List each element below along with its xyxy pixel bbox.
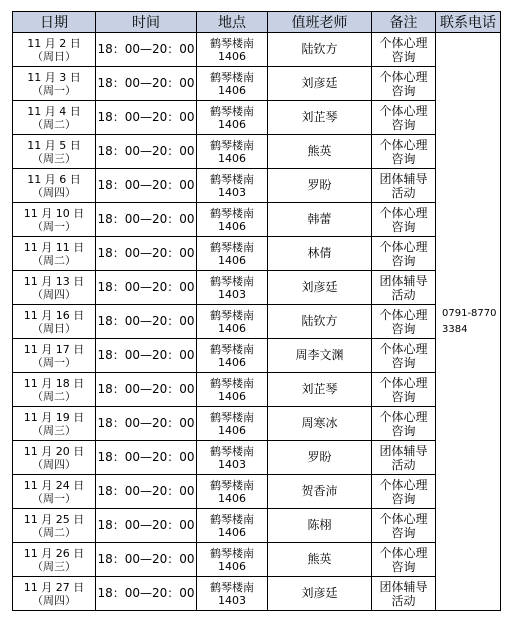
teacher-cell xyxy=(268,509,372,543)
location-cell xyxy=(197,407,268,441)
note-line-1: 个体心理 xyxy=(379,375,428,390)
date-cell xyxy=(13,101,96,135)
note-line-1: 个体心理 xyxy=(379,477,428,492)
room-text: 1403 xyxy=(218,287,246,301)
time-text: 18：00—20：00 xyxy=(97,586,195,600)
teacher-name: 罗盼 xyxy=(307,450,332,464)
teacher-name: 罗盼 xyxy=(307,178,332,192)
weekday-text: （周一） xyxy=(32,355,76,369)
note-line-2: 咨询 xyxy=(391,389,416,404)
room-text: 1406 xyxy=(218,491,246,505)
time-text: 18：00—20：00 xyxy=(97,518,195,532)
time-text: 18：00—20：00 xyxy=(97,484,195,498)
teacher-name: 刘彦廷 xyxy=(301,280,338,294)
note-line-1: 个体心理 xyxy=(379,239,428,254)
note-line-1: 个体心理 xyxy=(379,307,428,322)
date-text: 11 月 25 日 xyxy=(23,512,85,526)
location-cell xyxy=(197,577,268,611)
room-text: 1403 xyxy=(218,457,246,471)
teacher-cell xyxy=(268,271,372,305)
date-text: 11 月 26 日 xyxy=(23,546,85,560)
teacher-name: 陈栩 xyxy=(307,518,332,532)
date-text: 11 月 3 日 xyxy=(27,70,81,84)
building-text: 鹤琴楼南 xyxy=(210,70,254,84)
time-text: 18：00—20：00 xyxy=(97,178,195,192)
table-row xyxy=(13,271,501,305)
note-line-2: 活动 xyxy=(391,457,416,472)
note-line-2: 活动 xyxy=(391,287,416,302)
location-cell xyxy=(197,67,268,101)
time-text: 18：00—20：00 xyxy=(97,110,195,124)
note-line-2: 咨询 xyxy=(391,491,416,506)
room-text: 1406 xyxy=(218,253,246,267)
room-text: 1406 xyxy=(218,525,246,539)
weekday-text: （周三） xyxy=(32,151,76,165)
weekday-text: （周一） xyxy=(32,491,76,505)
time-text: 18：00—20：00 xyxy=(97,144,195,158)
date-text: 11 月 17 日 xyxy=(23,342,85,356)
header-note: 备注 xyxy=(372,12,436,33)
location-cell xyxy=(197,135,268,169)
note-line-1: 团体辅导 xyxy=(379,579,428,594)
teacher-cell xyxy=(268,373,372,407)
building-text: 鹤琴楼南 xyxy=(210,410,254,424)
date-cell xyxy=(13,169,96,203)
time-cell xyxy=(96,101,197,135)
time-text: 18：00—20：00 xyxy=(97,552,195,566)
date-cell xyxy=(13,271,96,305)
note-line-2: 咨询 xyxy=(391,355,416,370)
building-text: 鹤琴楼南 xyxy=(210,104,254,118)
date-cell xyxy=(13,203,96,237)
table-row xyxy=(13,67,501,101)
teacher-cell xyxy=(268,407,372,441)
note-cell xyxy=(372,305,436,339)
note-line-1: 个体心理 xyxy=(379,69,428,84)
time-cell xyxy=(96,237,197,271)
room-text: 1406 xyxy=(218,321,246,335)
date-text: 11 月 13 日 xyxy=(23,274,85,288)
schedule-container xyxy=(12,11,501,611)
date-cell xyxy=(13,475,96,509)
date-cell xyxy=(13,509,96,543)
teacher-name: 陆钦方 xyxy=(301,42,338,56)
date-text: 11 月 18 日 xyxy=(23,376,85,390)
header-time: 时间 xyxy=(96,12,197,33)
location-cell xyxy=(197,441,268,475)
date-cell xyxy=(13,339,96,373)
time-cell xyxy=(96,441,197,475)
date-text: 11 月 5 日 xyxy=(27,138,81,152)
table-row xyxy=(13,237,501,271)
note-cell xyxy=(372,203,436,237)
teacher-cell xyxy=(268,33,372,67)
date-text: 11 月 16 日 xyxy=(23,308,85,322)
building-text: 鹤琴楼南 xyxy=(210,342,254,356)
building-text: 鹤琴楼南 xyxy=(210,206,254,220)
date-text: 11 月 24 日 xyxy=(23,478,85,492)
table-row xyxy=(13,543,501,577)
note-line-2: 咨询 xyxy=(391,253,416,268)
weekday-text: （周一） xyxy=(32,83,76,97)
location-cell xyxy=(197,101,268,135)
note-line-2: 活动 xyxy=(391,593,416,608)
note-cell xyxy=(372,577,436,611)
teacher-name: 贺香沛 xyxy=(301,484,338,498)
building-text: 鹤琴楼南 xyxy=(210,580,254,594)
note-line-2: 咨询 xyxy=(391,321,416,336)
header-date: 日期 xyxy=(13,12,96,33)
note-line-2: 咨询 xyxy=(391,117,416,132)
teacher-name: 刘芷琴 xyxy=(301,110,338,124)
note-line-2: 咨询 xyxy=(391,525,416,540)
note-cell xyxy=(372,373,436,407)
time-text: 18：00—20：00 xyxy=(97,450,195,464)
room-text: 1403 xyxy=(218,185,246,199)
room-text: 1406 xyxy=(218,423,246,437)
table-row xyxy=(13,577,501,611)
teacher-cell xyxy=(268,67,372,101)
note-cell xyxy=(372,475,436,509)
time-cell xyxy=(96,203,197,237)
location-cell xyxy=(197,305,268,339)
weekday-text: （周三） xyxy=(32,423,76,437)
note-cell xyxy=(372,67,436,101)
table-row xyxy=(13,509,501,543)
room-text: 1406 xyxy=(218,151,246,165)
note-cell xyxy=(372,543,436,577)
note-cell xyxy=(372,135,436,169)
date-cell xyxy=(13,237,96,271)
note-line-2: 咨询 xyxy=(391,83,416,98)
weekday-text: （周四） xyxy=(32,287,76,301)
note-line-1: 个体心理 xyxy=(379,205,428,220)
time-text: 18：00—20：00 xyxy=(97,280,195,294)
weekday-text: （周四） xyxy=(32,185,76,199)
weekday-text: （周二） xyxy=(32,253,76,267)
location-cell xyxy=(197,339,268,373)
teacher-cell xyxy=(268,203,372,237)
date-cell xyxy=(13,135,96,169)
time-cell xyxy=(96,543,197,577)
note-line-2: 咨询 xyxy=(391,423,416,438)
location-cell xyxy=(197,271,268,305)
room-text: 1406 xyxy=(218,219,246,233)
room-text: 1406 xyxy=(218,83,246,97)
teacher-cell xyxy=(268,101,372,135)
note-line-2: 咨询 xyxy=(391,151,416,166)
table-row xyxy=(13,203,501,237)
note-line-1: 个体心理 xyxy=(379,35,428,50)
time-cell xyxy=(96,577,197,611)
room-text: 1406 xyxy=(218,49,246,63)
teacher-name: 陆钦方 xyxy=(301,314,338,328)
time-cell xyxy=(96,135,197,169)
building-text: 鹤琴楼南 xyxy=(210,546,254,560)
teacher-name: 刘彦廷 xyxy=(301,586,338,600)
teacher-cell xyxy=(268,543,372,577)
location-cell xyxy=(197,509,268,543)
weekday-text: （周二） xyxy=(32,525,76,539)
date-text: 11 月 27 日 xyxy=(23,580,85,594)
time-cell xyxy=(96,475,197,509)
room-text: 1406 xyxy=(218,355,246,369)
note-cell xyxy=(372,407,436,441)
location-cell xyxy=(197,33,268,67)
table-row xyxy=(13,33,501,67)
teacher-name: 刘芷琴 xyxy=(301,382,338,396)
date-cell xyxy=(13,441,96,475)
teacher-cell xyxy=(268,441,372,475)
weekday-text: （周二） xyxy=(32,117,76,131)
room-text: 1406 xyxy=(218,559,246,573)
teacher-cell xyxy=(268,577,372,611)
weekday-text: （周四） xyxy=(32,593,76,607)
weekday-text: （周日） xyxy=(32,49,76,63)
phone-line-1: 0791-8770 xyxy=(442,307,497,319)
header-location: 地点 xyxy=(197,12,268,33)
time-cell xyxy=(96,509,197,543)
location-cell xyxy=(197,373,268,407)
date-text: 11 月 19 日 xyxy=(23,410,85,424)
note-cell xyxy=(372,169,436,203)
date-cell xyxy=(13,407,96,441)
teacher-name: 周寒冰 xyxy=(301,416,338,430)
date-cell xyxy=(13,305,96,339)
date-text: 11 月 10 日 xyxy=(23,206,85,220)
location-cell xyxy=(197,169,268,203)
note-line-1: 团体辅导 xyxy=(379,171,428,186)
note-line-1: 团体辅导 xyxy=(379,443,428,458)
phone-cell xyxy=(436,33,501,611)
teacher-name: 林倩 xyxy=(307,246,332,260)
time-cell xyxy=(96,33,197,67)
table-row xyxy=(13,169,501,203)
weekday-text: （周三） xyxy=(32,559,76,573)
location-cell xyxy=(197,475,268,509)
date-text: 11 月 6 日 xyxy=(27,172,81,186)
table-row xyxy=(13,475,501,509)
date-text: 11 月 4 日 xyxy=(27,104,81,118)
date-cell xyxy=(13,373,96,407)
note-cell xyxy=(372,339,436,373)
note-line-1: 个体心理 xyxy=(379,341,428,356)
teacher-name: 熊英 xyxy=(307,552,332,566)
teacher-cell xyxy=(268,237,372,271)
building-text: 鹤琴楼南 xyxy=(210,274,254,288)
time-cell xyxy=(96,305,197,339)
table-row xyxy=(13,305,501,339)
note-cell xyxy=(372,509,436,543)
note-line-2: 咨询 xyxy=(391,219,416,234)
date-cell xyxy=(13,33,96,67)
note-cell xyxy=(372,33,436,67)
location-cell xyxy=(197,237,268,271)
time-text: 18：00—20：00 xyxy=(97,42,195,56)
date-cell xyxy=(13,577,96,611)
room-text: 1406 xyxy=(218,117,246,131)
note-line-1: 个体心理 xyxy=(379,545,428,560)
table-row xyxy=(13,339,501,373)
note-line-2: 咨询 xyxy=(391,49,416,64)
teacher-name: 韩蕾 xyxy=(307,212,332,226)
weekday-text: （周一） xyxy=(32,219,76,233)
date-text: 11 月 20 日 xyxy=(23,444,85,458)
table-header-row xyxy=(13,12,501,33)
time-text: 18：00—20：00 xyxy=(97,348,195,362)
date-cell xyxy=(13,543,96,577)
table-row xyxy=(13,441,501,475)
time-text: 18：00—20：00 xyxy=(97,76,195,90)
room-text: 1406 xyxy=(218,389,246,403)
table-row xyxy=(13,135,501,169)
duty-schedule-table xyxy=(12,11,501,611)
table-row xyxy=(13,407,501,441)
date-cell xyxy=(13,67,96,101)
building-text: 鹤琴楼南 xyxy=(210,478,254,492)
weekday-text: （周日） xyxy=(32,321,76,335)
time-cell xyxy=(96,271,197,305)
note-line-1: 个体心理 xyxy=(379,511,428,526)
location-cell xyxy=(197,543,268,577)
header-teacher: 值班老师 xyxy=(268,12,372,33)
location-cell xyxy=(197,203,268,237)
building-text: 鹤琴楼南 xyxy=(210,36,254,50)
header-phone: 联系电话 xyxy=(436,12,501,33)
building-text: 鹤琴楼南 xyxy=(210,138,254,152)
teacher-name: 熊英 xyxy=(307,144,332,158)
teacher-name: 周李文渊 xyxy=(295,348,344,362)
time-text: 18：00—20：00 xyxy=(97,246,195,260)
note-line-1: 团体辅导 xyxy=(379,273,428,288)
note-line-1: 个体心理 xyxy=(379,137,428,152)
note-cell xyxy=(372,441,436,475)
building-text: 鹤琴楼南 xyxy=(210,444,254,458)
time-text: 18：00—20：00 xyxy=(97,416,195,430)
table-row xyxy=(13,373,501,407)
note-line-2: 活动 xyxy=(391,185,416,200)
weekday-text: （周四） xyxy=(32,457,76,471)
note-cell xyxy=(372,271,436,305)
teacher-cell xyxy=(268,135,372,169)
note-cell xyxy=(372,237,436,271)
time-text: 18：00—20：00 xyxy=(97,212,195,226)
teacher-cell xyxy=(268,305,372,339)
time-text: 18：00—20：00 xyxy=(97,382,195,396)
room-text: 1403 xyxy=(218,593,246,607)
building-text: 鹤琴楼南 xyxy=(210,240,254,254)
teacher-name: 刘彦廷 xyxy=(301,76,338,90)
time-cell xyxy=(96,67,197,101)
time-cell xyxy=(96,169,197,203)
time-cell xyxy=(96,407,197,441)
date-text: 11 月 11 日 xyxy=(23,240,85,254)
teacher-cell xyxy=(268,475,372,509)
note-line-1: 个体心理 xyxy=(379,103,428,118)
building-text: 鹤琴楼南 xyxy=(210,308,254,322)
teacher-cell xyxy=(268,339,372,373)
building-text: 鹤琴楼南 xyxy=(210,512,254,526)
phone-line-2: 3384 xyxy=(442,323,468,335)
time-text: 18：00—20：00 xyxy=(97,314,195,328)
weekday-text: （周二） xyxy=(32,389,76,403)
building-text: 鹤琴楼南 xyxy=(210,172,254,186)
time-cell xyxy=(96,339,197,373)
teacher-cell xyxy=(268,169,372,203)
date-text: 11 月 2 日 xyxy=(27,36,81,50)
note-line-2: 咨询 xyxy=(391,559,416,574)
table-body xyxy=(13,33,501,611)
note-line-1: 个体心理 xyxy=(379,409,428,424)
building-text: 鹤琴楼南 xyxy=(210,376,254,390)
table-row xyxy=(13,101,501,135)
note-cell xyxy=(372,101,436,135)
time-cell xyxy=(96,373,197,407)
